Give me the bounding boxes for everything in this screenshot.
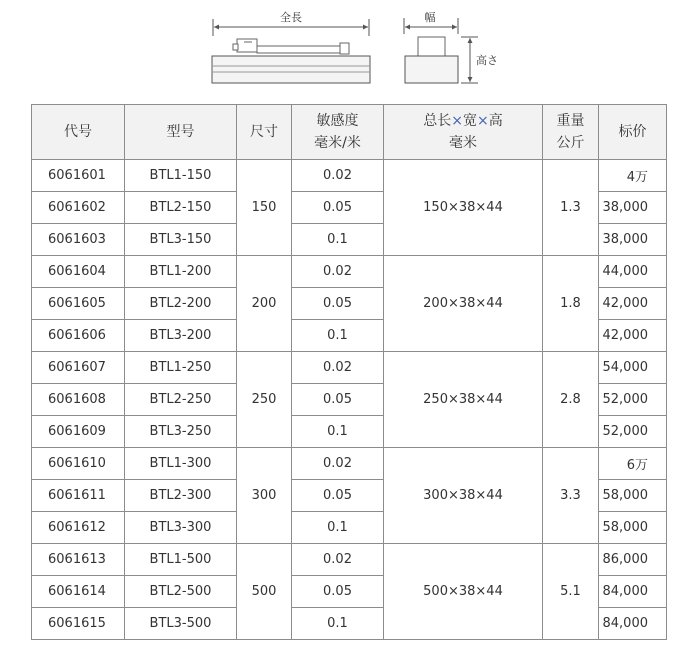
cell-size: 250 xyxy=(237,352,292,448)
cell-model: BTL1-200 xyxy=(125,256,237,288)
cell-code: 6061611 xyxy=(32,480,125,512)
cell-price: 52,000 xyxy=(599,384,667,416)
cell-price: 4万 xyxy=(599,160,667,192)
cell-sensitivity: 0.02 xyxy=(292,544,384,576)
cell-code: 6061606 xyxy=(32,320,125,352)
cell-model: BTL2-500 xyxy=(125,576,237,608)
cell-price: 54,000 xyxy=(599,352,667,384)
cell-model: BTL2-250 xyxy=(125,384,237,416)
cell-sensitivity: 0.02 xyxy=(292,352,384,384)
cell-code: 6061610 xyxy=(32,448,125,480)
cell-code: 6061602 xyxy=(32,192,125,224)
table-row xyxy=(32,352,667,384)
cell-code: 6061613 xyxy=(32,544,125,576)
cell-model: BTL1-300 xyxy=(125,448,237,480)
level-front-view xyxy=(212,39,370,83)
cell-model: BTL3-500 xyxy=(125,608,237,640)
cell-model: BTL3-250 xyxy=(125,416,237,448)
cell-price: 42,000 xyxy=(599,288,667,320)
cell-code: 6061607 xyxy=(32,352,125,384)
cell-size: 200 xyxy=(237,256,292,352)
cell-sensitivity: 0.1 xyxy=(292,320,384,352)
table-row xyxy=(32,256,667,288)
cell-price: 84,000 xyxy=(599,576,667,608)
cell-code: 6061608 xyxy=(32,384,125,416)
product-spec-table xyxy=(31,104,667,640)
cell-code: 6061614 xyxy=(32,576,125,608)
level-side-view xyxy=(405,37,458,83)
cell-dimensions: 250×38×44 xyxy=(384,352,543,448)
cell-code: 6061612 xyxy=(32,512,125,544)
cell-sensitivity: 0.05 xyxy=(292,480,384,512)
cell-code: 6061605 xyxy=(32,288,125,320)
cell-dimensions: 150×38×44 xyxy=(384,160,543,256)
header-weight: 重量 公斤 xyxy=(543,105,599,160)
cell-sensitivity: 0.05 xyxy=(292,384,384,416)
cell-sensitivity: 0.1 xyxy=(292,224,384,256)
cell-price: 44,000 xyxy=(599,256,667,288)
cell-weight: 1.8 xyxy=(543,256,599,352)
cell-model: BTL2-200 xyxy=(125,288,237,320)
cell-code: 6061615 xyxy=(32,608,125,640)
table-row xyxy=(32,544,667,576)
cell-dimensions: 300×38×44 xyxy=(384,448,543,544)
cell-model: BTL3-150 xyxy=(125,224,237,256)
table-row xyxy=(32,448,667,480)
cell-price: 6万 xyxy=(599,448,667,480)
cell-price: 38,000 xyxy=(599,192,667,224)
cell-sensitivity: 0.1 xyxy=(292,512,384,544)
cell-model: BTL2-300 xyxy=(125,480,237,512)
header-model: 型号 xyxy=(125,105,237,160)
level-dimension-diagram xyxy=(0,0,700,100)
cell-model: BTL3-200 xyxy=(125,320,237,352)
cell-size: 300 xyxy=(237,448,292,544)
cell-sensitivity: 0.02 xyxy=(292,448,384,480)
table-body xyxy=(32,160,667,640)
cell-dimensions: 500×38×44 xyxy=(384,544,543,640)
cell-model: BTL1-500 xyxy=(125,544,237,576)
cell-code: 6061604 xyxy=(32,256,125,288)
cell-sensitivity: 0.02 xyxy=(292,160,384,192)
cell-model: BTL3-300 xyxy=(125,512,237,544)
cell-weight: 5.1 xyxy=(543,544,599,640)
header-code: 代号 xyxy=(32,105,125,160)
cell-sensitivity: 0.1 xyxy=(292,416,384,448)
dimension-drawing xyxy=(0,0,700,100)
cell-price: 52,000 xyxy=(599,416,667,448)
cell-code: 6061601 xyxy=(32,160,125,192)
cell-sensitivity: 0.05 xyxy=(292,576,384,608)
cell-weight: 2.8 xyxy=(543,352,599,448)
cell-model: BTL1-250 xyxy=(125,352,237,384)
cell-sensitivity: 0.1 xyxy=(292,608,384,640)
table-header-row xyxy=(32,105,667,160)
cell-size: 150 xyxy=(237,160,292,256)
header-size: 尺寸 xyxy=(237,105,292,160)
width-label: 幅 xyxy=(424,11,436,24)
cell-sensitivity: 0.05 xyxy=(292,192,384,224)
cell-size: 500 xyxy=(237,544,292,640)
cell-model: BTL2-150 xyxy=(125,192,237,224)
cell-code: 6061603 xyxy=(32,224,125,256)
header-dimensions: 总长×宽×高 毫米 xyxy=(384,105,543,160)
header-price: 标价 xyxy=(599,105,667,160)
cell-price: 38,000 xyxy=(599,224,667,256)
cell-sensitivity: 0.02 xyxy=(292,256,384,288)
cell-price: 86,000 xyxy=(599,544,667,576)
cell-weight: 1.3 xyxy=(543,160,599,256)
cell-price: 58,000 xyxy=(599,512,667,544)
cell-dimensions: 200×38×44 xyxy=(384,256,543,352)
cell-model: BTL1-150 xyxy=(125,160,237,192)
cell-price: 58,000 xyxy=(599,480,667,512)
height-label: 高さ xyxy=(476,54,498,67)
cell-code: 6061609 xyxy=(32,416,125,448)
cell-price: 84,000 xyxy=(599,608,667,640)
cell-sensitivity: 0.05 xyxy=(292,288,384,320)
cell-weight: 3.3 xyxy=(543,448,599,544)
header-sensitivity: 敏感度 毫米/米 xyxy=(292,105,384,160)
cell-price: 42,000 xyxy=(599,320,667,352)
length-label: 全長 xyxy=(280,11,302,24)
table-row xyxy=(32,160,667,192)
